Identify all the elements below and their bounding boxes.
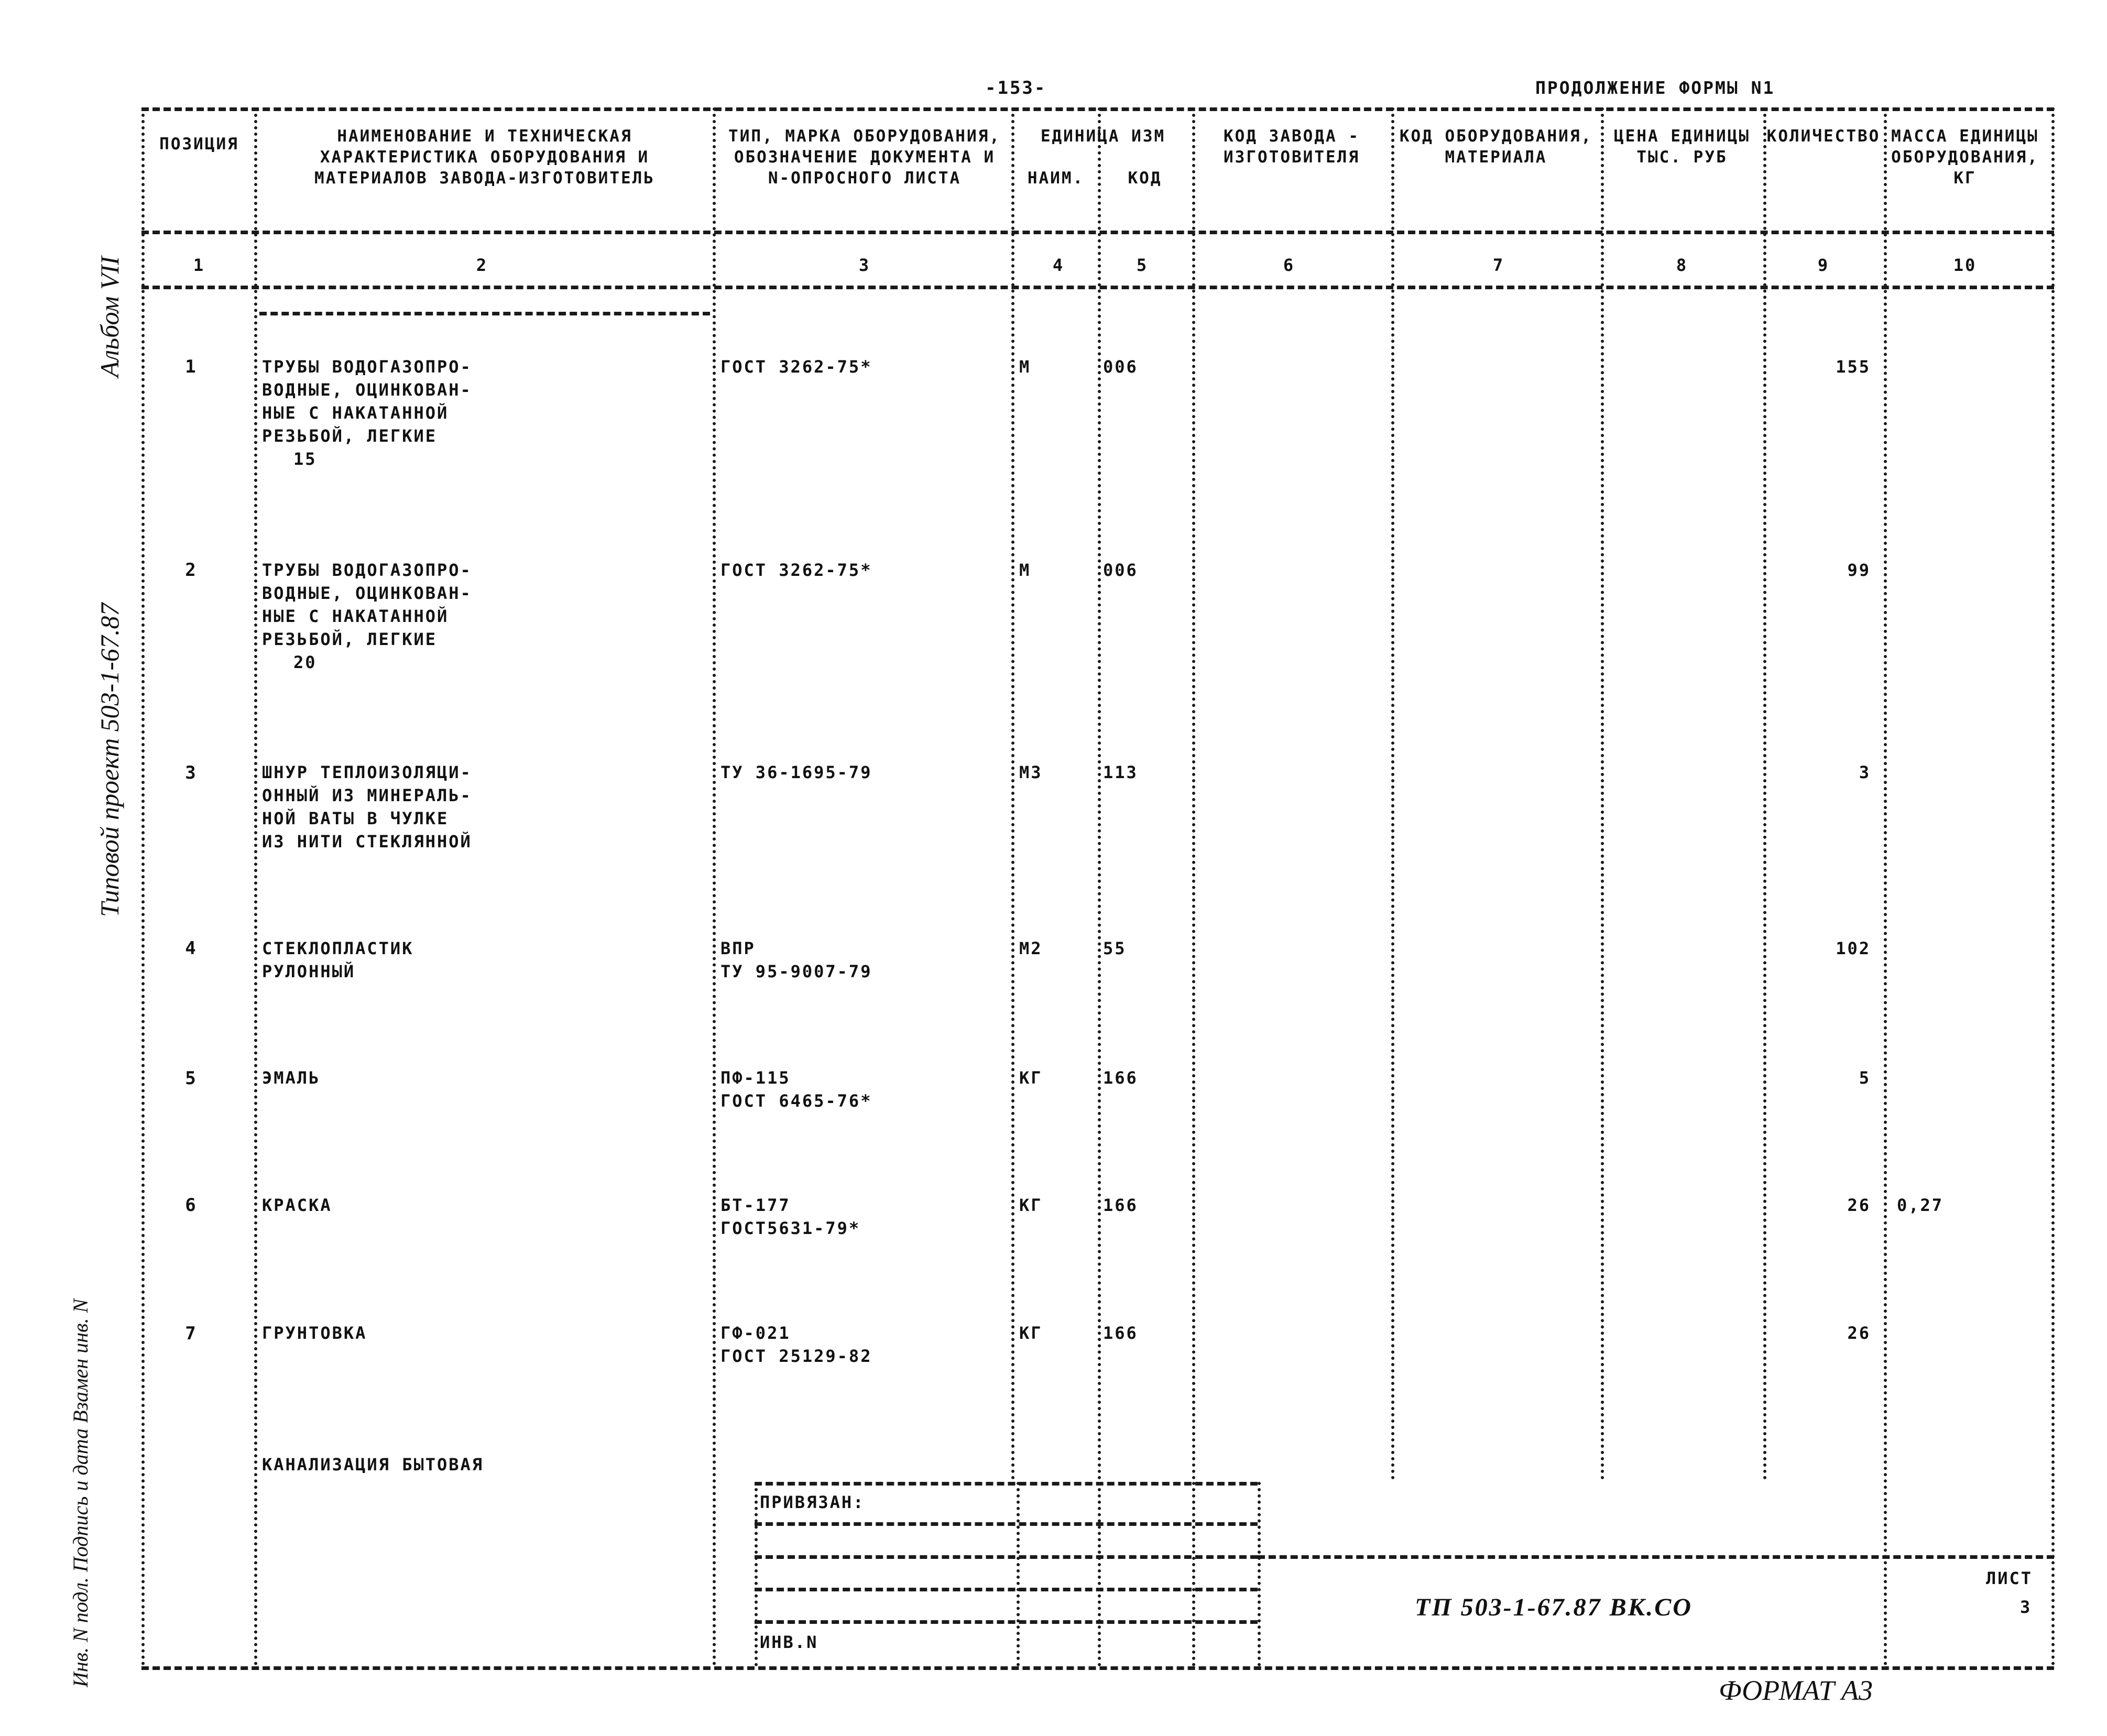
col-number-6: 6 xyxy=(1283,255,1295,275)
column-separator xyxy=(1192,107,1195,1480)
row-3-position: 3 xyxy=(185,762,198,783)
col-number-5: 5 xyxy=(1136,255,1149,275)
row-3-unit: М3 xyxy=(1019,762,1043,782)
col-number-3: 3 xyxy=(858,255,871,275)
row-5-name: ЭМАЛЬ xyxy=(262,1068,321,1088)
column-separator xyxy=(713,107,716,1666)
row-1-quantity: 155 xyxy=(1836,357,1871,377)
header-unit-name: НАИМ. xyxy=(1027,169,1085,188)
format-label: ФОРМАТ А3 xyxy=(1719,1675,1873,1706)
row-4-position: 4 xyxy=(185,938,198,959)
row-5-type: ПФ-115 ГОСТ 6465-76* xyxy=(720,1068,872,1111)
continuation-label: ПРОДОЛЖЕНИЕ ФОРМЫ N1 xyxy=(1535,78,1775,98)
col-number-7: 7 xyxy=(1492,255,1505,275)
column-separator xyxy=(1601,107,1604,1480)
row-6-mass: 0,27 xyxy=(1897,1195,1944,1215)
row-5-code: 166 xyxy=(1103,1068,1138,1088)
page-number: -153- xyxy=(985,78,1047,99)
row-3-code: 113 xyxy=(1103,762,1138,782)
row-7-code: 166 xyxy=(1103,1323,1138,1343)
row-2-unit: М xyxy=(1019,560,1031,580)
column-separator xyxy=(1011,107,1014,1480)
row-7-position: 7 xyxy=(185,1323,198,1344)
project-label: Типовой проект 503-1-67.87 xyxy=(95,603,124,917)
row-7-type: ГФ-021 ГОСТ 25129-82 xyxy=(720,1323,872,1366)
row-3-type: ТУ 36-1695-79 xyxy=(720,762,872,782)
header-name: НАИМЕНОВАНИЕ И ТЕХНИЧЕСКАЯ ХАРАКТЕРИСТИКА ОБОРУДОВАНИЯ И МАТЕРИАЛОВ ЗАВОДА-ИЗГОТОВИТЕЛЬ xyxy=(314,127,655,188)
col-number-1: 1 xyxy=(193,255,205,275)
title-block-separator xyxy=(1098,1482,1101,1666)
row-3-name: ШНУР ТЕПЛОИЗОЛЯЦИ- ОННЫЙ ИЗ МИНЕРАЛЬ- НОЙ ВАТЫ В ЧУЛКЕ ИЗ НИТИ СТЕКЛЯННОЙ xyxy=(262,762,472,851)
header-unit: ЕДИНИЦА ИЗМ xyxy=(1040,127,1166,146)
col-number-2: 2 xyxy=(476,255,488,275)
row-7-unit: КГ xyxy=(1019,1323,1043,1343)
row-2-position: 2 xyxy=(185,560,198,581)
header-position: ПОЗИЦИЯ xyxy=(159,135,239,154)
row-6-name: КРАСКА xyxy=(262,1195,332,1215)
title-block-separator xyxy=(1258,1482,1261,1666)
row-1-unit: М xyxy=(1019,357,1031,377)
album-label: Альбом VII xyxy=(95,256,124,377)
row-4-unit: М2 xyxy=(1019,938,1043,958)
column-separator xyxy=(1098,107,1101,1480)
row-5-position: 5 xyxy=(185,1068,198,1089)
column-separator xyxy=(1763,107,1766,1480)
section-title: КАНАЛИЗАЦИЯ БЫТОВАЯ xyxy=(262,1455,484,1475)
header-type: ТИП, МАРКА ОБОРУДОВАНИЯ, ОБОЗНАЧЕНИЕ ДОКУМЕНТА И N-ОПРОСНОГО ЛИСТА xyxy=(728,127,1001,188)
bound-label: ПРИВЯЗАН: xyxy=(760,1492,865,1512)
column-separator xyxy=(141,107,145,1666)
column-separator xyxy=(1391,107,1394,1480)
row-4-code: 55 xyxy=(1103,938,1127,958)
row-2-code: 006 xyxy=(1103,560,1138,580)
row-2-quantity: 99 xyxy=(1847,560,1871,580)
row-7-quantity: 26 xyxy=(1847,1323,1871,1343)
title-block-separator xyxy=(1192,1482,1195,1666)
col-number-8: 8 xyxy=(1676,255,1688,275)
col-number-9: 9 xyxy=(1817,255,1830,275)
row-6-quantity: 26 xyxy=(1847,1195,1871,1215)
approval-stamp-label: Инв. N подл. Подпись и дата Взамен инв. N xyxy=(69,1298,92,1687)
col-number-4: 4 xyxy=(1052,255,1065,275)
header-unit-code: КОД xyxy=(1128,169,1162,188)
column-separator xyxy=(254,107,257,1666)
row-4-type: ВПР ТУ 95-9007-79 xyxy=(720,938,872,981)
row-6-position: 6 xyxy=(185,1195,198,1216)
row-6-code: 166 xyxy=(1103,1195,1138,1215)
column-separator xyxy=(1884,107,1887,1666)
sheet-number: 3 xyxy=(2020,1597,2032,1617)
row-4-quantity: 102 xyxy=(1836,938,1871,958)
row-1-position: 1 xyxy=(185,356,198,377)
col-number-10: 10 xyxy=(1953,255,1977,275)
title-block-separator xyxy=(1017,1482,1020,1666)
header-unit-price: ЦЕНА ЕДИНИЦЫ ТЫС. РУБ xyxy=(1614,127,1750,167)
row-2-name: ТРУБЫ ВОДОГАЗОПРО- ВОДНЫЕ, ОЦИНКОВАН- НЫЕ С НАКАТАННОЙ РЕЗЬБОЙ, ЛЕГКИЕ 20 xyxy=(262,560,472,672)
row-5-unit: КГ xyxy=(1019,1068,1043,1088)
row-5-quantity: 5 xyxy=(1859,1068,1871,1088)
header-quantity: КОЛИЧЕСТВО xyxy=(1766,127,1881,146)
row-1-type: ГОСТ 3262-75* xyxy=(720,357,872,377)
row-1-code: 006 xyxy=(1103,357,1138,377)
document-code: ТП 503-1-67.87 ВК.СО xyxy=(1415,1593,1693,1621)
row-7-name: ГРУНТОВКА xyxy=(262,1323,367,1343)
column-separator xyxy=(2051,107,2055,1666)
row-4-name: СТЕКЛОПЛАСТИК РУЛОННЫЙ xyxy=(262,938,414,981)
row-3-quantity: 3 xyxy=(1859,762,1871,782)
inventory-label: ИНВ.N xyxy=(760,1632,818,1652)
header-equipment-code: КОД ОБОРУДОВАНИЯ, МАТЕРИАЛА xyxy=(1399,127,1593,167)
row-2-type: ГОСТ 3262-75* xyxy=(720,560,872,580)
row-1-name: ТРУБЫ ВОДОГАЗОПРО- ВОДНЫЕ, ОЦИНКОВАН- НЫЕ С НАКАТАННОЙ РЕЗЬБОЙ, ЛЕГКИЕ 15 xyxy=(262,357,472,469)
header-factory-code: КОД ЗАВОДА - ИЗГОТОВИТЕЛЯ xyxy=(1224,127,1360,167)
row-6-type: БТ-177 ГОСТ5631-79* xyxy=(720,1195,861,1238)
row-6-unit: КГ xyxy=(1019,1195,1043,1215)
sheet-label: ЛИСТ xyxy=(1986,1568,2033,1588)
title-block-separator xyxy=(755,1482,758,1666)
header-mass: МАССА ЕДИНИЦЫ ОБОРУДОВАНИЯ, КГ xyxy=(1891,127,2039,188)
